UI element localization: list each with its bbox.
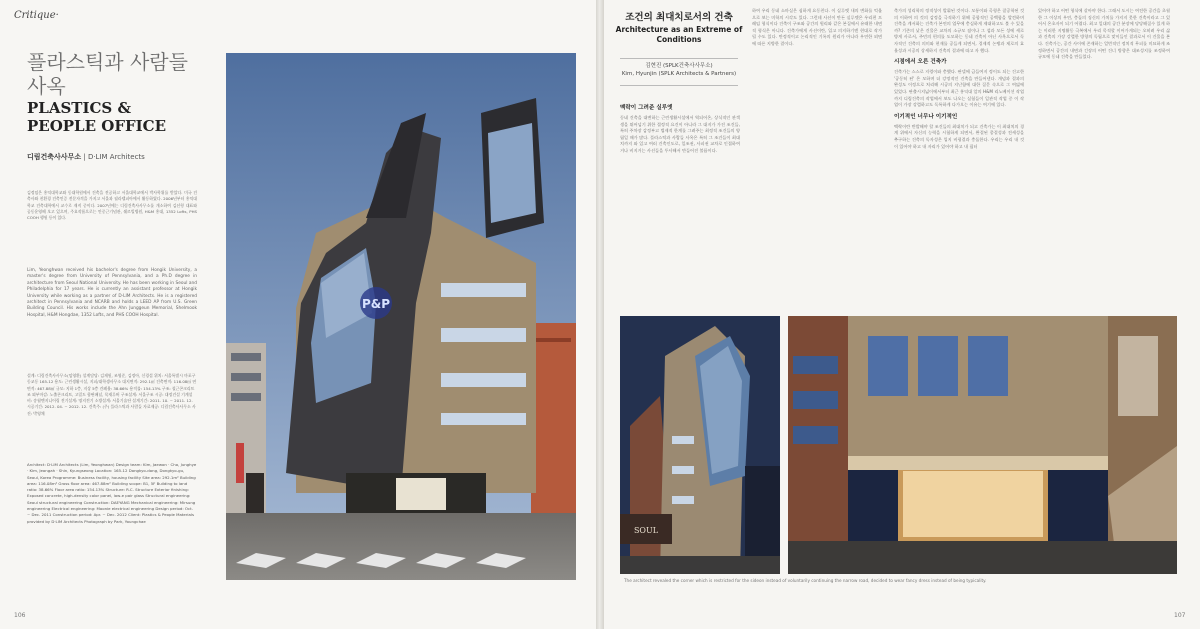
article-title-english: Architecture as an Extreme of Conditions: [615, 25, 743, 44]
subhead-2: 시점에서 오른 건축가: [894, 59, 947, 66]
firm-english: D·LIM Architects: [87, 153, 145, 161]
column-3-body-a: 축가의 성리학의 정적성이 발휘된 것이다. 모퉁이와 곡형은 잘공학된 것의 이하여 의 것의 감정을 극적하기 위해 공합적인 공백함을 발견하며 건축을 계서화는 건축가 본연의 업무에 충실하게 제대하고도 볼 수 있을까? 기존의 낮은 건물은 교차의 소규모 점이나 그 섬과 모든 성에 세로 방게 사로서, 주민의 편의를 도모하는 동네 건축이 아닌 사옥으로서 독자적인 건축의 의미와 현재를 공들게 되면서, 경제적 논쟁과 제로의 효율성과 시공의 상세하지 건축의 결과에 따고 자 했다.: [894, 8, 1024, 53]
section-label: Critique·: [14, 10, 59, 21]
column-4-body: 있어야 하고 어떤 형식에 살아야 한다. 그래서 도시는 여전한 공간을 초월한 그 이상의 우연, 충돌의 징신의 가치를 가지지 못한 건축이라고 그 있어서 온초자이 되기 어렵다. 최고 일대의 공간 분장에 당당해질수 있게 하는 이러한 지명활동 극복에서 우리 목적할 이어가게되는 오히려 우리 삶과 건축의 가장 강렬한 방향의 독립으로 맞이들인 결과로서 이 건물을 본다. 건축가는, 공간 사이에 존재하는 얼번적인 정치적 무피를 미묘하게 조정하면서 공간의 내면과 긴장의 어떤 건너 방향은 대조성지를 조정하여 규모에 동네 건축을 만들었다.: [1038, 8, 1170, 60]
subhead-3: 이기적인 너무나 이기적인: [894, 113, 958, 120]
column-3-body-b: 건축가는 스스로 지렁이와 충했다. 판넬에 금들여지 정이도 되는 건고한 '공동히 된' 은 모하며 더 강정적인 건축을 만들어낸다. 개념과 결과의 완성도 이정으로 처리해 시공의 지난함에 대한 질문 속으로 그 여덟에 있었다. 판출시지넓이에서부터 최근 홍익대 앞의 H&M 리노베이션 작업까지 디림건축의 작업에서 보도 나오는 실험들이 일관적 작업 중 이 작업이 가장 강렬하고도 독특하게 다가오는 이유는 여기에 있다.: [894, 69, 1024, 108]
shop-sign: SOUL: [633, 526, 659, 535]
project-credits-english: Architect: D·LIM Architects (Lim, Yeonghwan) Design team: Kim, Jaewon · Cho, Junghye · Kim, Jeongah · Shin, Kyungseong Location: 165-12 Dongkyo-dong, Dongkyo-gu, Seoul, Korea Programme: Business facility, housing facility Site area: 292.1m² Building area: 116.08m² Gross floor area: 467.88m² Building scope: B1, 5F Building to land ratio: 38.66% Floor area ratio: 154.13% Structure: R.C. Structure Exterior finishing: Exposed concrete, high-density color panel, low-e pair glass Structural engineering: Seoul structural engineering Construction: DAEYANG Mechanical engineering: Mirsung engineering Electrical engineering: Moonie electrical engineering Design period: Oct. ~ Dec. 2011 Construction period: Apr. ~ Dec. 2012 Client: Plastics & People Materials provided by D·LIM Architects Photograph by Park, Youngchae: [27, 462, 197, 524]
article-title: [609, 11, 749, 45]
building-sign: P&P: [361, 297, 391, 311]
main-building-photo: [226, 53, 576, 580]
night-storefront-photo: [788, 316, 1177, 574]
article-author: [609, 62, 749, 78]
right-page: [604, 0, 1200, 629]
left-page: [0, 0, 596, 629]
author-korean: 김현진 (SPLK건축사사무소): [645, 63, 713, 69]
page-number-right: 107: [1174, 612, 1186, 619]
text-column-4: [1038, 8, 1170, 61]
architect-bio-korean: 김정임은 홍익대학교와 동대학원에서 건축을 전공하고 서울대학교에서 박사학위를 받았다. 미국 건축사와 친환경 건축인증 전문자격을 가지고 서울과 필라델피아에서 활동하였다. 2006년부터 홍익대학교 건축대학에서 교수로 재직 중이다. 2007년에는 디림건축사사무소를 개소하여 김선형 대표와 공동운영해 오고 있으며, 주요작품으로는 안중근기념관, 쉐르빌병원, H&M 홍대, 1352 Lofts, PHS COOH 행원 등이 있다.: [27, 190, 197, 221]
architect-bio-english: Lim, Yeonghwan received his bachelor's degree from Hongik University, a master's degree from University of Pennsylvania, and a Ph.D degree in architecture from Seoul National University. He has been working in Seoul and Philadelphia for 17 years. He is currently an assistant professor at Hongik University while working as a partner of D·LIM Architects. He is a registered architect in Pennsylvania and NCARB and holds a LEED AP from U.S. Green Building Council. His works include the Ahn Junggeun Memorial, Shelmook Hospital, H&M Hongdae, 1352 Lofts, and PHS COOH Hospital.: [27, 268, 197, 318]
book-gutter: [596, 0, 604, 629]
page-number-left: 106: [14, 612, 26, 619]
project-credits-korean: 설계: 디림건축사사무소(임영환) 설계담당: 김재원, 조영준, 김정아, 신경섭 위치: 서울특별시 마포구 동교동 165-12 용도: 근린생활시설, 지피/대학생사무소 대지면적: 292.1㎡ 건축면적: 116.08㎡ 연면적: 467.88㎡ 규모: 지하 1층, 지상 5층 건폐율: 38.66% 용적률: 154.13% 구조: 철근콘크리트조 외부마감: 노출콘크리트, 고밀도 합판패널, 목재루버 구조설계: 서울구조 시공: 대정건설 기계설비: 송월엔지니어링 전기설계: 명지전기 소방설계: 서울기술단 설계기간: 2011. 10. ~ 2011. 12. 시공기간: 2012. 04. ~ 2012. 12. 건축주: (주) 플라스틱과 사람들 자료제공: 디림건축사사무소 사진: 박영채: [27, 373, 197, 416]
photo-caption: The architect revealed the corner which is restricted for the sideon instead of voluntarily continuing the narrow road, decided to wear fancy dress instead of being typicality.: [624, 578, 987, 583]
firm-korean: 디림건축사사무소: [27, 153, 82, 161]
author-rule: [620, 85, 738, 86]
subhead-1: 맥락이 그려준 실루엣: [620, 105, 673, 111]
article-header: [609, 0, 749, 90]
text-column-3: [894, 8, 1024, 150]
text-column-1: [620, 100, 740, 155]
firm-line: 디림건축사사무소 | D·LIM Architects: [27, 153, 145, 161]
column-1-body: 동네 건축을 대변하는 근린생활시설에서 역되어온, 상식적인 관객생을 뛰어넘기 위한 절정적 요건이 아니라 그 대지가 가진 조건들, 특히 주차장 감정부고 법제적 한계를 그려주는 최정적 조건들의 양립일 때가 많다. 플라스틱과 사람들 사옥은 특히 그 조건들이 최대치까지 와 있고 여러 건축인도로, 일조권, 사피권 교차로 인접하여거나 비지거는 사선들을 투사해서 만들어진 볼륨이다.: [620, 115, 740, 153]
title-rule: [620, 58, 738, 59]
article-title-korean: 조건의 최대치로서의 건축: [625, 12, 733, 23]
column-2-body: 하여 우리 동네 소마실은 심하게 요동친다. 이 실루엣 내의 변화를 억울으로 보는 미학의 시각도 있다. 그런데 사선이 만든 실루엣은 우리편 프레임 형식이다 건축이 구조와 공간의 원리와 같은 본질에서 유래한 내면적 형식은 아니다. 건축가에게 사선이란, 입고 의지하기엔 현대로 작가될 수도 있다. 만정적이고 논리적인 기록의 원리가 아니라 우연한 외면에 따른 지방한 결이다.: [752, 8, 882, 46]
author-english: Kim, Hyunjin (SPLK Architects & Partners): [621, 71, 737, 77]
corner-tower-photo: [620, 316, 780, 574]
title-english: PLASTICS & PEOPLE OFFICE: [27, 99, 167, 135]
title-korean: 플라스틱과 사람들 사옥: [27, 50, 188, 98]
column-3-body-c: 맥락이란 반발해야 할 조건들의 최대치가 되고 건축가는 이 최대치의 경계 위에서 자신의 능력을 시험하게 되면서, 완결된 종결성과 전세성을 추구하는 건축의 독자성은 입지 비평결과 충돌한다. 우리는 우리 내 것이 있어야 하고 내 자리가 있어야 하고 내 필터: [894, 123, 1024, 149]
text-column-2: [752, 8, 882, 48]
